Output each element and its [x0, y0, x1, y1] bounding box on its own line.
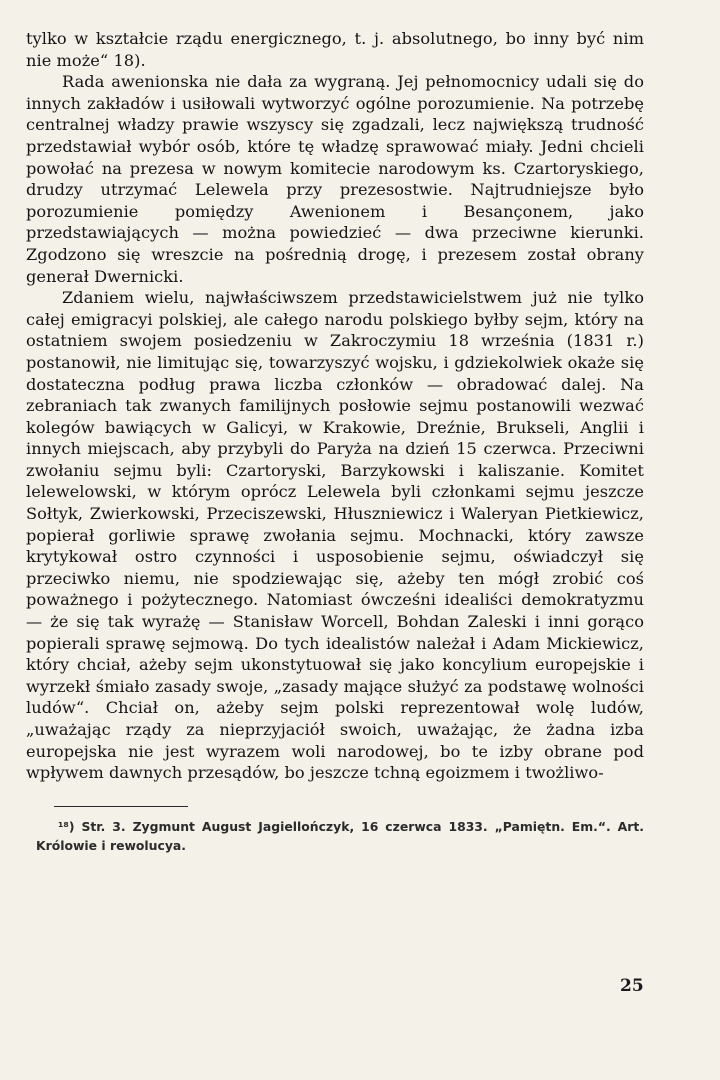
footnote-18: ¹⁸) Str. 3. Zygmunt August Jagiellończyk, 16 czerwca 1833. „Pamiętn. Em.“. Art. Królowie i rewolucya.	[36, 818, 644, 853]
paragraph-continuation: tylko w kształcie rządu energicznego, t. j. absolutnego, bo inny być nim nie może“ 18).	[26, 29, 644, 70]
footnote-divider	[54, 806, 188, 807]
page-number: 25	[620, 976, 644, 996]
paragraph-sejm: Zdaniem wielu, najwłaściwszem przedstawicielstwem już nie tylko całej emigracyi polskiej, ale całego narodu polskiego byłby sejm, który na ostatniem swojem posiedzeniu w Zakroczymiu 18 września (1831 r.) postanowił, nie limitując się, towarzyszyć wojsku, i gdziekolwiek okaże się dostateczna podług prawa liczba członków — obradować dalej. Na zebraniach tak zwanych familijnych posłowie sejmu postanowili wezwać kolegów bawiących w Galicyi, w Krakowie, Dreźnie, Brukseli, Anglii i innych miejscach, aby przybyli do Paryża na dzień 15 czerwca. Przeciwni zwołaniu sejmu byli: Czartoryski, Barzykowski i kaliszanie. Komitet lelewelowski, w którym oprócz Lelewela byli członkami sejmu jeszcze Sołtyk, Zwierkowski, Przeciszewski, Hłuszniewicz i Waleryan Pietkiewicz, popierał gorliwie sprawę zwołania sejmu. Mochnacki, który zawsze krytykował ostro czynności i usposobienie sejmu, oświadczył się przeciwko niemu, nie spodziewając się, ażeby ten mógł zrobić coś poważnego i pożytecznego. Natomiast ówcześni idealiści demokratyzmu — że się tak wyrażę — Stanisław Worcell, Bohdan Zaleski i inni gorąco popierali sprawę sejmową. Do tych idealistów należał i Adam Mickiewicz, który chciał, ażeby sejm ukonstytuował się jako koncylium europejskie i wyrzekł śmiało zasady swoje, „zasady mające służyć za podstawę wolności ludów“. Chciał on, ażeby sejm polski reprezentował wolę ludów, „uważając rządy za nieprzyjaciół swoich, uważając, że żadna izba europejska nie jest wyrazem woli narodowej, bo te izby obrane pod wpływem dawnych przesądów, bo jeszcze tchną egoizmem i twożliwo-	[26, 288, 644, 783]
paragraph-rada-awenionska: Rada awenionska nie dała za wygraną. Jej pełnomocnicy udali się do innych zakładów i usiłowali wytworzyć ogólne porozumienie. Na potrzebę centralnej władzy prawie wszyscy się zgadzali, lecz największą trudność przedstawiał wybór osób, które tę władzę sprawować miały. Jedni chcieli powołać na prezesa w nowym komitecie narodowym ks. Czartoryskiego, drudzy utrzymać Lelewela przy prezesostwie. Najtrudniejsze było porozumienie pomiędzy Awenionem i Besançonem, jako przedstawiających — można powiedzieć — dwa przeciwne kierunki. Zgodzono się wreszcie na pośrednią drogę, i prezesem został obrany generał Dwernicki.	[26, 72, 644, 286]
page-body	[26, 28, 644, 855]
